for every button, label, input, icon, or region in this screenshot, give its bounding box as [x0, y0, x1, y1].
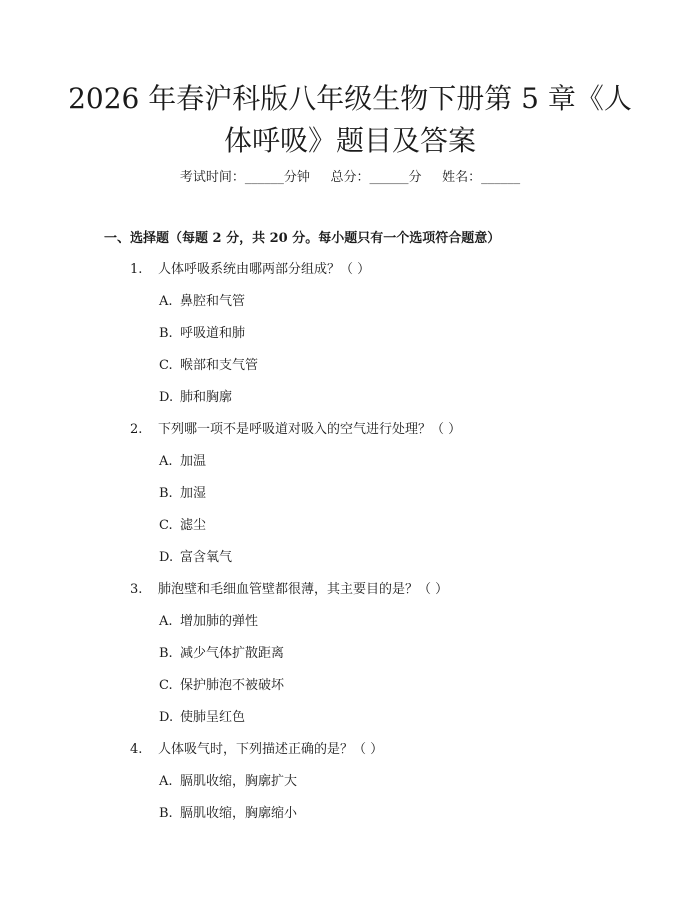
option-letter: B.	[159, 646, 173, 661]
question-text: 肺泡壁和毛细血管壁都很薄，其主要目的是？（ ）	[158, 582, 449, 597]
question-4	[130, 740, 383, 760]
title-line-2: 体呼吸》题目及答案	[223, 124, 476, 157]
question-1-option-d	[159, 388, 232, 408]
question-3	[130, 580, 448, 600]
option-text: 保护肺泡不被破坏	[180, 678, 285, 693]
question-3-option-b	[159, 644, 284, 664]
option-letter: A.	[159, 774, 173, 789]
option-text: 减少气体扩散距离	[180, 646, 285, 661]
section-heading: 一、选择题（每题 2 分，共 20 分。每小题只有一个选项符合题意）	[104, 231, 501, 246]
option-text: 滤尘	[180, 518, 207, 533]
question-3-option-a	[159, 612, 258, 632]
question-2-option-d	[159, 548, 232, 568]
question-2-option-b	[159, 484, 206, 504]
option-letter: A.	[159, 454, 173, 469]
question-number: 4.	[130, 742, 143, 757]
question-3-option-d	[159, 708, 245, 728]
option-text: 喉部和支气管	[180, 358, 259, 373]
option-text: 加温	[180, 454, 207, 469]
option-text: 富含氧气	[180, 550, 233, 565]
option-letter: C.	[159, 518, 173, 533]
question-2-option-c	[159, 516, 206, 536]
option-letter: B.	[159, 326, 173, 341]
option-text: 膈肌收缩，胸廓缩小	[180, 806, 298, 821]
option-letter: D.	[159, 550, 174, 565]
question-2	[130, 420, 461, 440]
option-letter: A.	[159, 294, 173, 309]
option-text: 膈肌收缩，胸廓扩大	[180, 774, 298, 789]
title-line-1: 2026 年春沪科版八年级生物下册第 5 章《人	[68, 82, 632, 115]
option-letter: B.	[159, 486, 173, 501]
question-4-option-b	[159, 804, 297, 824]
option-letter: C.	[159, 678, 173, 693]
question-1-option-b	[159, 324, 245, 344]
option-text: 鼻腔和气管	[180, 294, 246, 309]
question-text: 下列哪一项不是呼吸道对吸入的空气进行处理？（ ）	[158, 422, 462, 437]
option-text: 呼吸道和肺	[180, 326, 246, 341]
option-text: 使肺呈红色	[180, 710, 246, 725]
exam-info: 考试时间：______分钟 总分：______分 姓名：______	[179, 170, 521, 185]
question-number: 1.	[130, 262, 143, 277]
question-text: 人体吸气时，下列描述正确的是？（ ）	[158, 742, 384, 757]
question-1-option-c	[159, 356, 258, 376]
document-title	[60, 78, 640, 162]
question-1-option-a	[159, 292, 245, 312]
option-letter: D.	[159, 710, 174, 725]
option-text: 增加肺的弹性	[180, 614, 259, 629]
option-text: 肺和胸廓	[180, 390, 233, 405]
question-4-option-a	[159, 772, 297, 792]
option-letter: D.	[159, 390, 174, 405]
option-letter: B.	[159, 806, 173, 821]
question-number: 2.	[130, 422, 143, 437]
question-number: 3.	[130, 582, 143, 597]
option-letter: C.	[159, 358, 173, 373]
question-1	[130, 260, 370, 280]
option-letter: A.	[159, 614, 173, 629]
question-3-option-c	[159, 676, 284, 696]
question-text: 人体呼吸系统由哪两部分组成？（ ）	[158, 262, 371, 277]
question-2-option-a	[159, 452, 206, 472]
option-text: 加湿	[180, 486, 207, 501]
